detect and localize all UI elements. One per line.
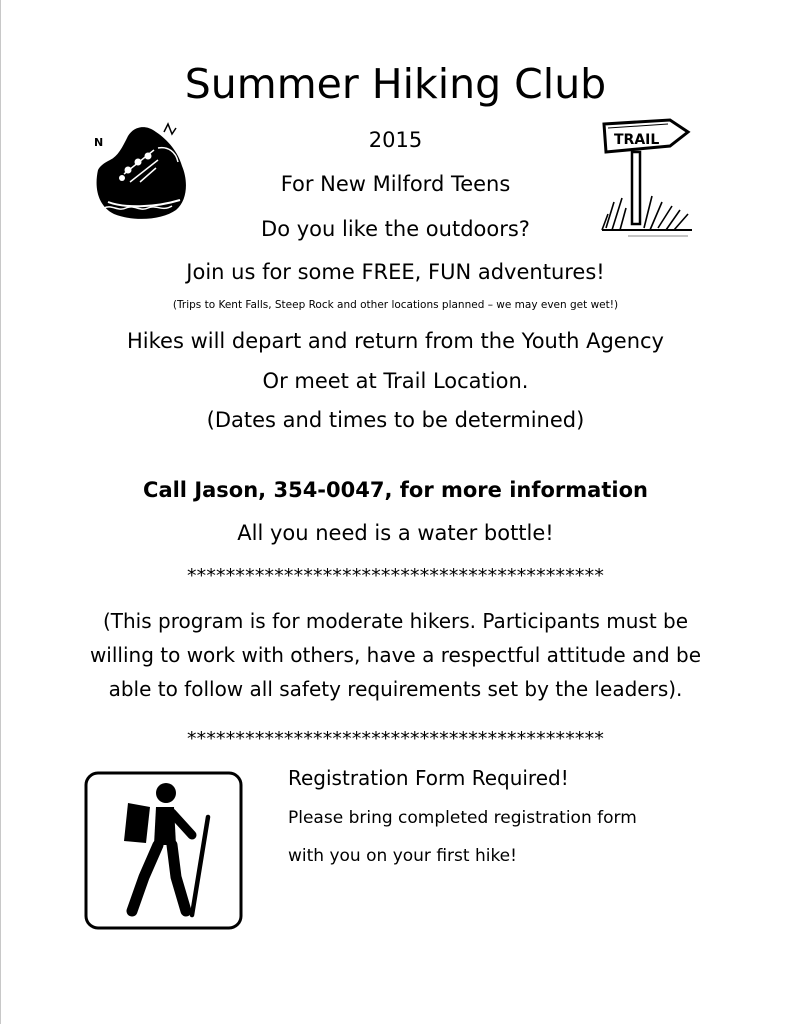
- depart-text: Hikes will depart and return from the Youth Agency: [127, 329, 664, 353]
- separator-top: *******************************************: [186, 565, 605, 587]
- disclaimer-line-3: able to follow all safety requirements set by the leaders).: [108, 677, 683, 701]
- trips-note: (Trips to Kent Falls, Steep Rock and other locations planned – we may even get wet!): [172, 299, 619, 311]
- registration-heading: Registration Form Required!: [288, 766, 569, 790]
- trail-sign-label: TRAIL: [614, 132, 660, 148]
- dates-text: (Dates and times to be determined): [206, 408, 585, 432]
- invite-text: Join us for some FREE, FUN adventures!: [186, 260, 605, 284]
- separator-bottom: *******************************************: [186, 728, 605, 750]
- disclaimer-line-2: willing to work with others, have a respectful attitude and be: [89, 643, 702, 667]
- meet-text: Or meet at Trail Location.: [262, 369, 529, 393]
- page-title: Summer Hiking Club: [184, 60, 607, 108]
- year-text: 2015: [368, 128, 423, 152]
- trail-sign-icon: [600, 118, 698, 242]
- hiker-icon: [84, 771, 244, 931]
- question-text: Do you like the outdoors?: [261, 217, 530, 241]
- contact-text: Call Jason, 354-0047, for more information: [143, 478, 648, 502]
- hiking-boot-icon: [84, 118, 192, 224]
- disclaimer-line-1: (This program is for moderate hikers. Participants must be: [102, 609, 689, 633]
- page-edge: [0, 0, 1, 1024]
- registration-line-1: Please bring completed registration form: [288, 808, 637, 828]
- registration-line-2: with you on your first hike!: [288, 846, 517, 866]
- audience-text: For New Milford Teens: [280, 172, 511, 196]
- need-text: All you need is a water bottle!: [237, 521, 554, 545]
- svg-text:N: N: [94, 136, 104, 149]
